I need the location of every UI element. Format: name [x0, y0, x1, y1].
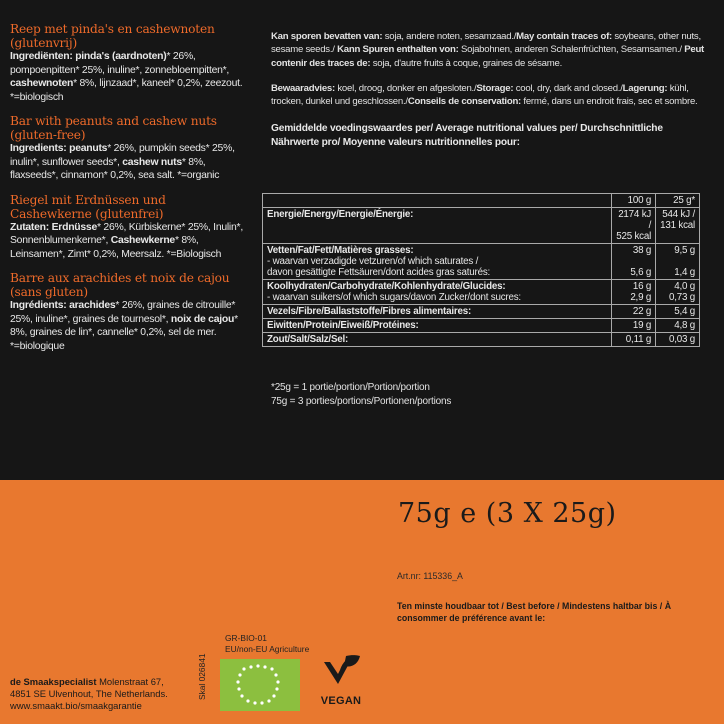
nutrition-title: Gemiddelde voedingswaardes per/ Average nutritional values per/ Durchschnittliche Nährwerte pro/ Moyenne valeurs nutritionnelles pour:: [271, 123, 663, 148]
product-ingredients: Ingrediënten: pinda's (aardnoten)* 26%, pompoenpitten* 25%, inuline*, zonnebloempitten*, cashewnoten* 8%, lijnzaad*, kaneel* 0,2%, zeezout. *=biologisch: [10, 51, 243, 103]
organic-code-line: GR-BIO-01: [225, 633, 267, 643]
vegan-badge: [316, 652, 366, 707]
storage-advice: Bewaaradvies: koel, droog, donker en afgesloten./Storage: cool, dry, dark and closed./Lagerung: kühl, trocken, dunkel und geschlossen./Conseils de conservation: fermé, dans un endroit frais, sec et sombre.: [271, 82, 698, 108]
product-block: [10, 114, 250, 183]
allergen-traces: Kan sporen bevatten van: soja, andere noten, sesamzaad./May contain traces of: soybeans, other nuts, sesame seeds./ Kann Spuren enthalten von: Sojabohnen, anderen Schalenfrüchten, Sesamsamen./ Peut contenir des traces de: soja, d'autre fruits à coque, graines de sésame.: [271, 31, 705, 69]
info-column: [271, 30, 711, 149]
portion-note: *25g = 1 portie/portion/Portion/portion: [271, 382, 430, 393]
nutrition-row: Eiwitten/Protein/Eiweiß/Protéines: 19 g 4,8 g: [263, 319, 700, 333]
nutrition-row: Vezels/Fibre/Ballaststoffe/Fibres alimentaires: 22 g 5,4 g: [263, 305, 700, 319]
company-address: [10, 676, 168, 711]
product-title: Bar with peanuts and cashew nuts (gluten-free): [10, 114, 217, 142]
company-name: de Smaakspecialist: [10, 676, 97, 687]
product-title: Reep met pinda's en cashewnoten (glutenvrij): [10, 22, 215, 50]
company-web: www.smaakt.bio/smaakgarantie: [10, 699, 142, 711]
nutrition-row: Koolhydraten/Carbohydrate/Kohlenhydrate/Glucides: - waarvan suikers/of which sugars/davon Zucker/dont sucres: 16 g 2,9 g 4,0 g 0,73 g: [263, 280, 700, 305]
product-title: Riegel mit Erdnüssen und Cashewkerne (glutenfrei): [10, 192, 166, 221]
product-descriptions: [10, 22, 250, 363]
company-street: Molenstraat 67,: [96, 676, 164, 687]
product-title: Barre aux arachides et noix de cajou (sans gluten): [10, 271, 230, 299]
portion-notes: [271, 381, 451, 408]
portion-note: 75g = 3 porties/portions/Portionen/portions: [271, 395, 452, 407]
product-ingredients: Zutaten: Erdnüsse* 26%, Kürbiskerne* 25%, Inulin*, Sonnenblumenkerne*, Cashewkerne* 8%, Leinsamen*, Zimt* 0,2%, Meersalz. *=Biologisch: [10, 221, 243, 260]
product-block: [10, 193, 250, 262]
nutrition-row: Vetten/Fat/Fett/Matières grasses: - waarvan verzadigde vetzuren/of which saturates / davon gesättigte Fettsäuren/dont acides gras saturés: 38 g 5,6 g 9,5 g 1,4 g: [263, 244, 700, 280]
product-block: [10, 22, 250, 104]
nutrition-row: Energie/Energy/Energie/Énergie: 2174 kJ / 525 kcal 544 kJ / 131 kcal: [263, 208, 700, 244]
product-block: [10, 271, 250, 353]
nutrition-table: [262, 193, 700, 347]
organic-control-code: [225, 633, 309, 654]
nutrition-header-100g: 100 g: [612, 194, 656, 208]
company-city: 4851 SE Ulvenhout, The Netherlands.: [10, 687, 168, 699]
skal-number: Skal 026841: [197, 653, 207, 700]
net-weight: 75g e (3 X 25g): [398, 498, 617, 529]
organic-origin-line: EU/non-EU Agriculture: [225, 643, 310, 654]
best-before-label: Ten minste houdbaar tot / Best before / Mindestens haltbar bis / À consommer de préférence avant le:: [397, 601, 672, 623]
vegan-leaf-icon: [316, 652, 366, 690]
nutrition-row: Zout/Salt/Salz/Sel: 0,11 g 0,03 g: [263, 333, 700, 347]
eu-organic-leaf-icon: [220, 659, 300, 711]
nutrition-header-25g: 25 g*: [656, 194, 700, 208]
article-number: Art.nr: 115336_A: [397, 571, 463, 581]
nutrition-header-blank: [263, 194, 612, 208]
product-ingredients: Ingrédients: arachides* 26%, graines de citrouille* 25%, inuline*, graines de tournesol*, noix de cajou* 8%, graines de lin*, cannelle* 0,2%, sel de mer. *=biologique: [10, 300, 238, 352]
vegan-label: VEGAN: [320, 695, 362, 707]
product-ingredients: Ingredients: peanuts* 26%, pumpkin seeds* 25%, inulin*, sunflower seeds*, cashew nuts* 8%, flaxseeds*, cinnamon* 0,2%, sea salt. *=organic: [10, 143, 235, 181]
